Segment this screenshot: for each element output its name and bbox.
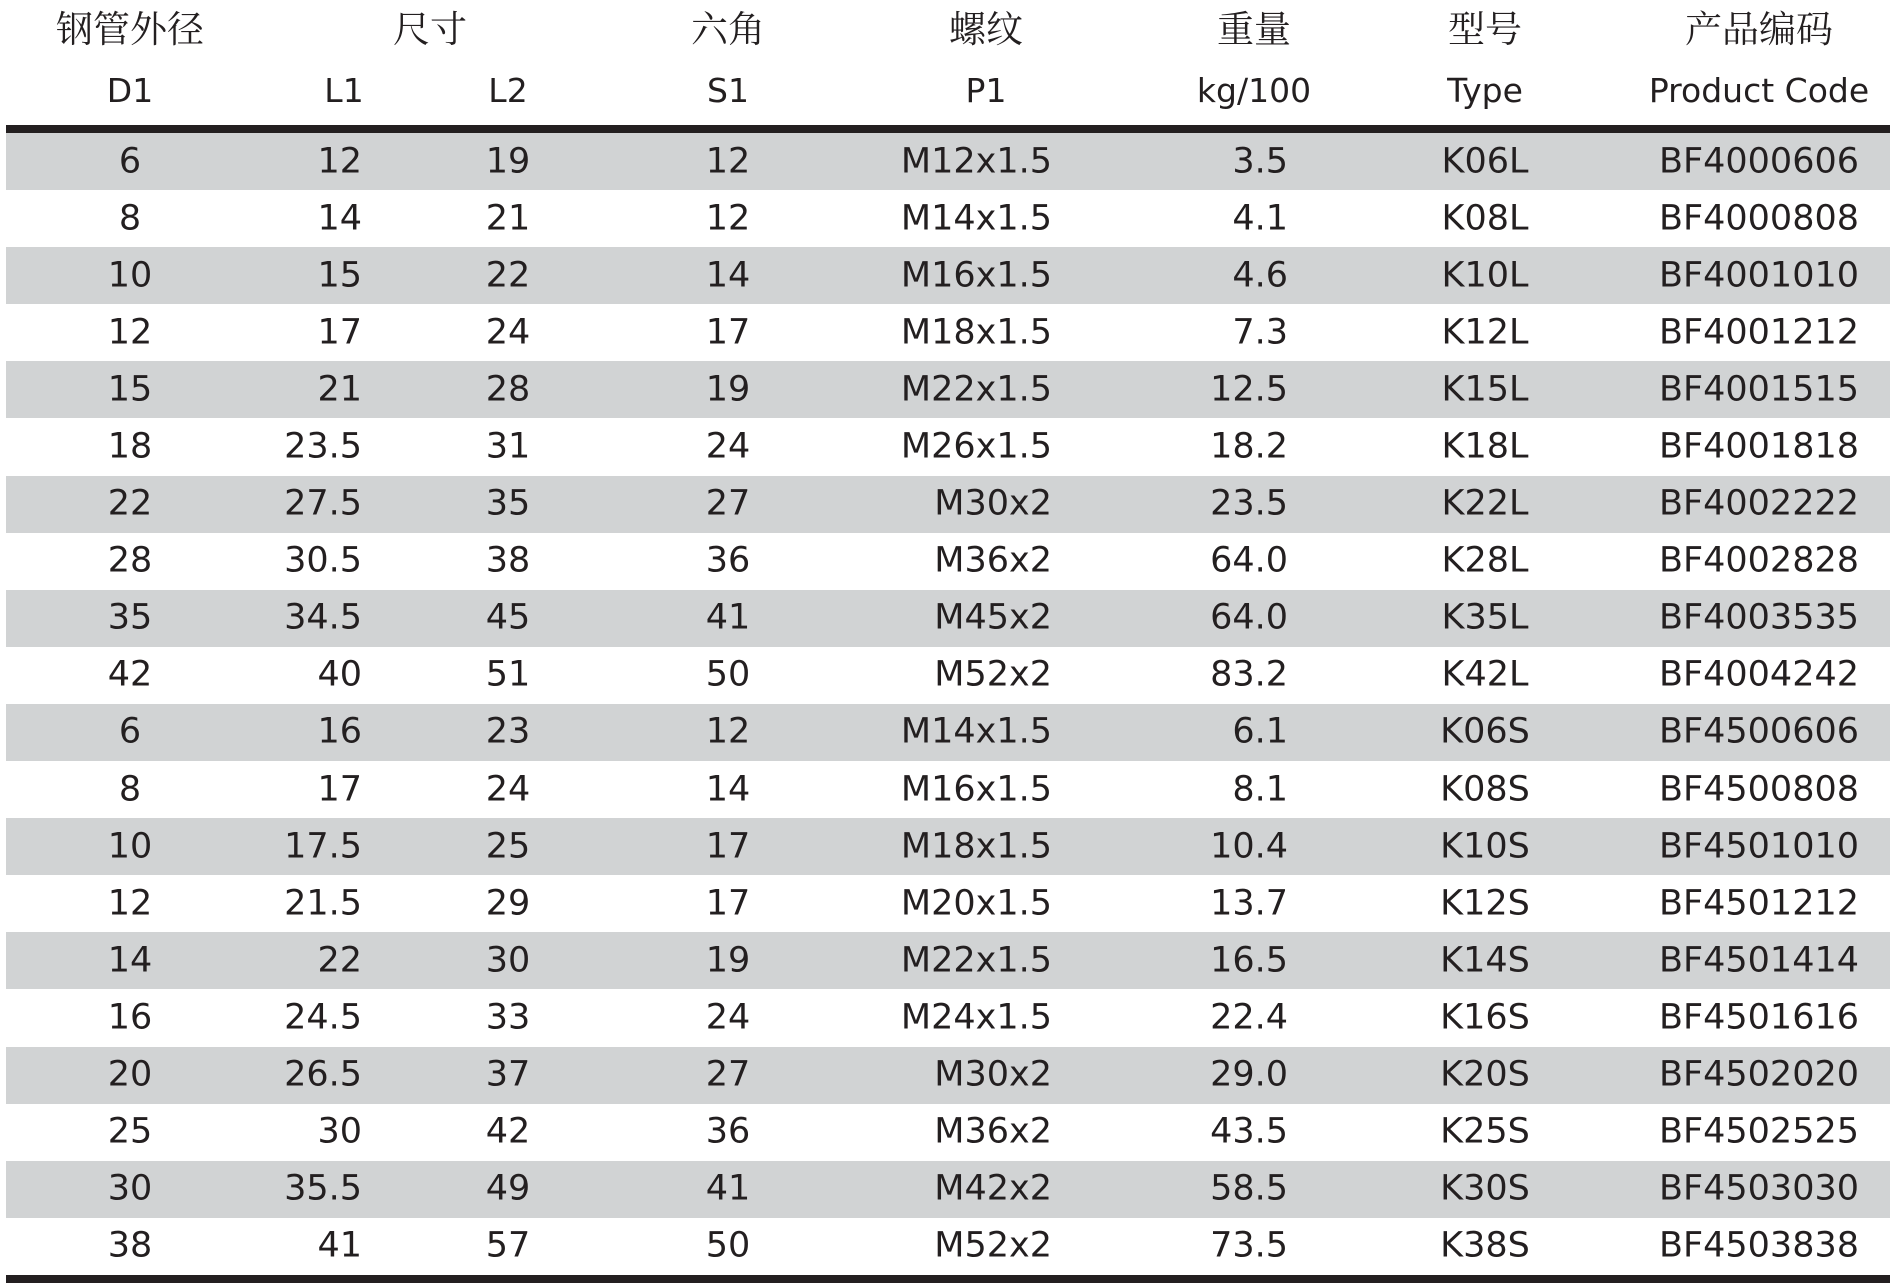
cell-l2: 35 <box>485 483 531 524</box>
cell-l1: 17 <box>317 312 362 353</box>
cell-weight: 12.5 <box>1210 369 1288 410</box>
cell-weight: 6.1 <box>1232 711 1288 752</box>
cell-p1: M42x2 <box>934 1168 1052 1209</box>
cell-d1: 8 <box>118 769 142 810</box>
footer-rule <box>6 1275 1890 1283</box>
cell-l1: 26.5 <box>284 1054 362 1095</box>
cell-s1: 14 <box>705 769 751 810</box>
cell-type: K16S <box>1440 997 1530 1038</box>
cell-l1: 17 <box>317 769 362 810</box>
cell-p1: M30x2 <box>934 483 1052 524</box>
cell-type: K38S <box>1440 1225 1530 1266</box>
cell-d1: 6 <box>118 141 142 182</box>
cell-weight: 13.7 <box>1210 883 1288 924</box>
table-row <box>6 361 1890 418</box>
cell-l2: 24 <box>485 312 531 353</box>
header-size-zh: 尺寸 <box>393 8 467 51</box>
cell-type: K06S <box>1440 711 1530 752</box>
cell-code: BF4001010 <box>1658 255 1860 296</box>
cell-code: BF4501414 <box>1658 940 1860 981</box>
cell-type: K06L <box>1441 141 1529 182</box>
table-row <box>6 1218 1890 1275</box>
spec-table <box>6 0 1890 1266</box>
cell-s1: 17 <box>705 883 751 924</box>
table-row <box>6 1104 1890 1161</box>
cell-weight: 43.5 <box>1210 1111 1288 1152</box>
cell-l1: 23.5 <box>284 426 362 467</box>
table-row <box>6 418 1890 475</box>
cell-type: K25S <box>1440 1111 1530 1152</box>
cell-p1: M18x1.5 <box>900 826 1052 867</box>
table-row <box>6 133 1890 190</box>
cell-type: K28L <box>1441 540 1529 581</box>
cell-l1: 15 <box>317 255 362 296</box>
cell-s1: 19 <box>705 940 751 981</box>
cell-s1: 17 <box>705 826 751 867</box>
table-row <box>6 704 1890 761</box>
table-row <box>6 761 1890 818</box>
cell-d1: 18 <box>107 426 153 467</box>
cell-l2: 22 <box>485 255 531 296</box>
cell-p1: M22x1.5 <box>900 940 1052 981</box>
cell-l1: 30.5 <box>284 540 362 581</box>
cell-p1: M52x2 <box>934 654 1052 695</box>
cell-l2: 28 <box>485 369 531 410</box>
cell-p1: M30x2 <box>934 1054 1052 1095</box>
cell-type: K10L <box>1441 255 1529 296</box>
cell-code: BF4001515 <box>1658 369 1860 410</box>
header-p1: P1 <box>965 71 1007 110</box>
cell-weight: 8.1 <box>1232 769 1288 810</box>
cell-p1: M36x2 <box>934 540 1052 581</box>
cell-code: BF4001818 <box>1658 426 1860 467</box>
cell-l1: 16 <box>317 711 362 752</box>
cell-code: BF4003535 <box>1658 597 1860 638</box>
table-row <box>6 190 1890 247</box>
cell-d1: 28 <box>107 540 153 581</box>
cell-l2: 31 <box>485 426 531 467</box>
cell-code: BF4004242 <box>1658 654 1860 695</box>
table-header <box>6 0 1890 125</box>
table-row <box>6 476 1890 533</box>
cell-type: K08L <box>1441 198 1529 239</box>
cell-l1: 22 <box>317 940 362 981</box>
cell-type: K20S <box>1440 1054 1530 1095</box>
cell-s1: 50 <box>705 1225 751 1266</box>
cell-p1: M16x1.5 <box>900 769 1052 810</box>
cell-code: BF4501212 <box>1658 883 1860 924</box>
cell-weight: 64.0 <box>1210 597 1288 638</box>
cell-l2: 30 <box>485 940 531 981</box>
cell-l2: 51 <box>485 654 531 695</box>
cell-type: K22L <box>1441 483 1529 524</box>
cell-l2: 29 <box>485 883 531 924</box>
cell-type: K10S <box>1440 826 1530 867</box>
header-d1-zh: 钢管外径 <box>56 8 204 51</box>
cell-d1: 25 <box>107 1111 153 1152</box>
cell-d1: 20 <box>107 1054 153 1095</box>
cell-l1: 21.5 <box>284 883 362 924</box>
cell-p1: M26x1.5 <box>900 426 1052 467</box>
cell-type: K35L <box>1441 597 1529 638</box>
cell-s1: 36 <box>705 540 751 581</box>
cell-weight: 23.5 <box>1210 483 1288 524</box>
table-row <box>6 590 1890 647</box>
cell-s1: 19 <box>705 369 751 410</box>
cell-s1: 14 <box>705 255 751 296</box>
cell-s1: 41 <box>705 1168 751 1209</box>
cell-s1: 12 <box>705 141 751 182</box>
cell-l2: 23 <box>485 711 531 752</box>
cell-weight: 29.0 <box>1210 1054 1288 1095</box>
cell-l2: 49 <box>485 1168 531 1209</box>
header-l2: L2 <box>488 71 528 110</box>
cell-l2: 21 <box>485 198 531 239</box>
cell-l1: 12 <box>317 141 362 182</box>
cell-d1: 16 <box>107 997 153 1038</box>
table-row <box>6 1047 1890 1104</box>
cell-s1: 24 <box>705 997 751 1038</box>
cell-d1: 10 <box>107 255 153 296</box>
table-row <box>6 647 1890 704</box>
cell-d1: 12 <box>107 312 153 353</box>
cell-l1: 41 <box>317 1225 362 1266</box>
table-row <box>6 932 1890 989</box>
cell-weight: 18.2 <box>1210 426 1288 467</box>
header-thread-zh: 螺纹 <box>949 8 1023 51</box>
cell-code: BF4503030 <box>1658 1168 1860 1209</box>
cell-weight: 83.2 <box>1210 654 1288 695</box>
header-l1: L1 <box>324 71 364 110</box>
table-row <box>6 989 1890 1046</box>
cell-weight: 58.5 <box>1210 1168 1288 1209</box>
table-row <box>6 818 1890 875</box>
cell-d1: 6 <box>118 711 142 752</box>
cell-s1: 27 <box>705 1054 751 1095</box>
cell-code: BF4502525 <box>1658 1111 1860 1152</box>
cell-l1: 34.5 <box>284 597 362 638</box>
cell-d1: 30 <box>107 1168 153 1209</box>
cell-d1: 35 <box>107 597 153 638</box>
cell-weight: 22.4 <box>1210 997 1288 1038</box>
cell-weight: 10.4 <box>1210 826 1288 867</box>
cell-p1: M12x1.5 <box>900 141 1052 182</box>
cell-p1: M18x1.5 <box>900 312 1052 353</box>
cell-d1: 22 <box>107 483 153 524</box>
cell-l2: 19 <box>485 141 531 182</box>
cell-type: K30S <box>1440 1168 1530 1209</box>
cell-s1: 24 <box>705 426 751 467</box>
table-row <box>6 247 1890 304</box>
cell-l1: 24.5 <box>284 997 362 1038</box>
table-row <box>6 533 1890 590</box>
cell-d1: 14 <box>107 940 153 981</box>
cell-l2: 42 <box>485 1111 531 1152</box>
table-row <box>6 875 1890 932</box>
cell-p1: M45x2 <box>934 597 1052 638</box>
cell-d1: 15 <box>107 369 153 410</box>
header-type-zh: 型号 <box>1448 8 1522 51</box>
cell-l2: 45 <box>485 597 531 638</box>
cell-code: BF4000606 <box>1658 141 1860 182</box>
header-d1: D1 <box>106 71 154 110</box>
cell-type: K12S <box>1440 883 1530 924</box>
cell-type: K12L <box>1441 312 1529 353</box>
cell-p1: M14x1.5 <box>900 198 1052 239</box>
cell-l2: 57 <box>485 1225 531 1266</box>
cell-l1: 35.5 <box>284 1168 362 1209</box>
cell-d1: 10 <box>107 826 153 867</box>
header-weight: kg/100 <box>1196 71 1312 110</box>
cell-p1: M14x1.5 <box>900 711 1052 752</box>
header-s1: S1 <box>707 71 749 110</box>
cell-type: K15L <box>1441 369 1529 410</box>
cell-l1: 14 <box>317 198 362 239</box>
cell-weight: 4.6 <box>1232 255 1288 296</box>
table-row <box>6 304 1890 361</box>
cell-l1: 30 <box>317 1111 362 1152</box>
cell-code: BF4503838 <box>1658 1225 1860 1266</box>
cell-weight: 73.5 <box>1210 1225 1288 1266</box>
cell-p1: M36x2 <box>934 1111 1052 1152</box>
table-row <box>6 1161 1890 1218</box>
cell-code: BF4002828 <box>1658 540 1860 581</box>
cell-type: K08S <box>1440 769 1530 810</box>
cell-type: K14S <box>1440 940 1530 981</box>
cell-weight: 16.5 <box>1210 940 1288 981</box>
cell-type: K18L <box>1441 426 1529 467</box>
cell-s1: 50 <box>705 654 751 695</box>
cell-code: BF4501616 <box>1658 997 1860 1038</box>
table-body <box>6 133 1890 1283</box>
cell-code: BF4502020 <box>1658 1054 1860 1095</box>
header-type: Type <box>1447 71 1523 110</box>
cell-d1: 12 <box>107 883 153 924</box>
cell-weight: 64.0 <box>1210 540 1288 581</box>
cell-code: BF4000808 <box>1658 198 1860 239</box>
header-code: Product Code <box>1648 71 1870 110</box>
cell-s1: 41 <box>705 597 751 638</box>
cell-type: K42L <box>1441 654 1529 695</box>
cell-p1: M52x2 <box>934 1225 1052 1266</box>
header-weight-zh: 重量 <box>1217 8 1291 51</box>
cell-s1: 17 <box>705 312 751 353</box>
cell-l2: 24 <box>485 769 531 810</box>
cell-l1: 17.5 <box>284 826 362 867</box>
cell-code: BF4500808 <box>1658 769 1860 810</box>
cell-code: BF4501010 <box>1658 826 1860 867</box>
cell-l2: 33 <box>485 997 531 1038</box>
cell-s1: 27 <box>705 483 751 524</box>
cell-d1: 8 <box>118 198 142 239</box>
header-hex-zh: 六角 <box>691 8 765 51</box>
header-rule <box>6 125 1890 133</box>
cell-l1: 40 <box>317 654 362 695</box>
cell-weight: 4.1 <box>1232 198 1288 239</box>
cell-p1: M20x1.5 <box>900 883 1052 924</box>
cell-weight: 3.5 <box>1232 141 1288 182</box>
cell-code: BF4002222 <box>1658 483 1860 524</box>
cell-s1: 12 <box>705 711 751 752</box>
cell-d1: 42 <box>107 654 153 695</box>
cell-s1: 12 <box>705 198 751 239</box>
cell-d1: 38 <box>107 1225 153 1266</box>
cell-l2: 25 <box>485 826 531 867</box>
cell-weight: 7.3 <box>1232 312 1288 353</box>
cell-l1: 21 <box>317 369 362 410</box>
cell-p1: M22x1.5 <box>900 369 1052 410</box>
cell-l2: 37 <box>485 1054 531 1095</box>
cell-code: BF4001212 <box>1658 312 1860 353</box>
header-code-zh: 产品编码 <box>1685 8 1833 51</box>
cell-l1: 27.5 <box>284 483 362 524</box>
cell-p1: M16x1.5 <box>900 255 1052 296</box>
cell-l2: 38 <box>485 540 531 581</box>
cell-code: BF4500606 <box>1658 711 1860 752</box>
cell-p1: M24x1.5 <box>900 997 1052 1038</box>
cell-s1: 36 <box>705 1111 751 1152</box>
